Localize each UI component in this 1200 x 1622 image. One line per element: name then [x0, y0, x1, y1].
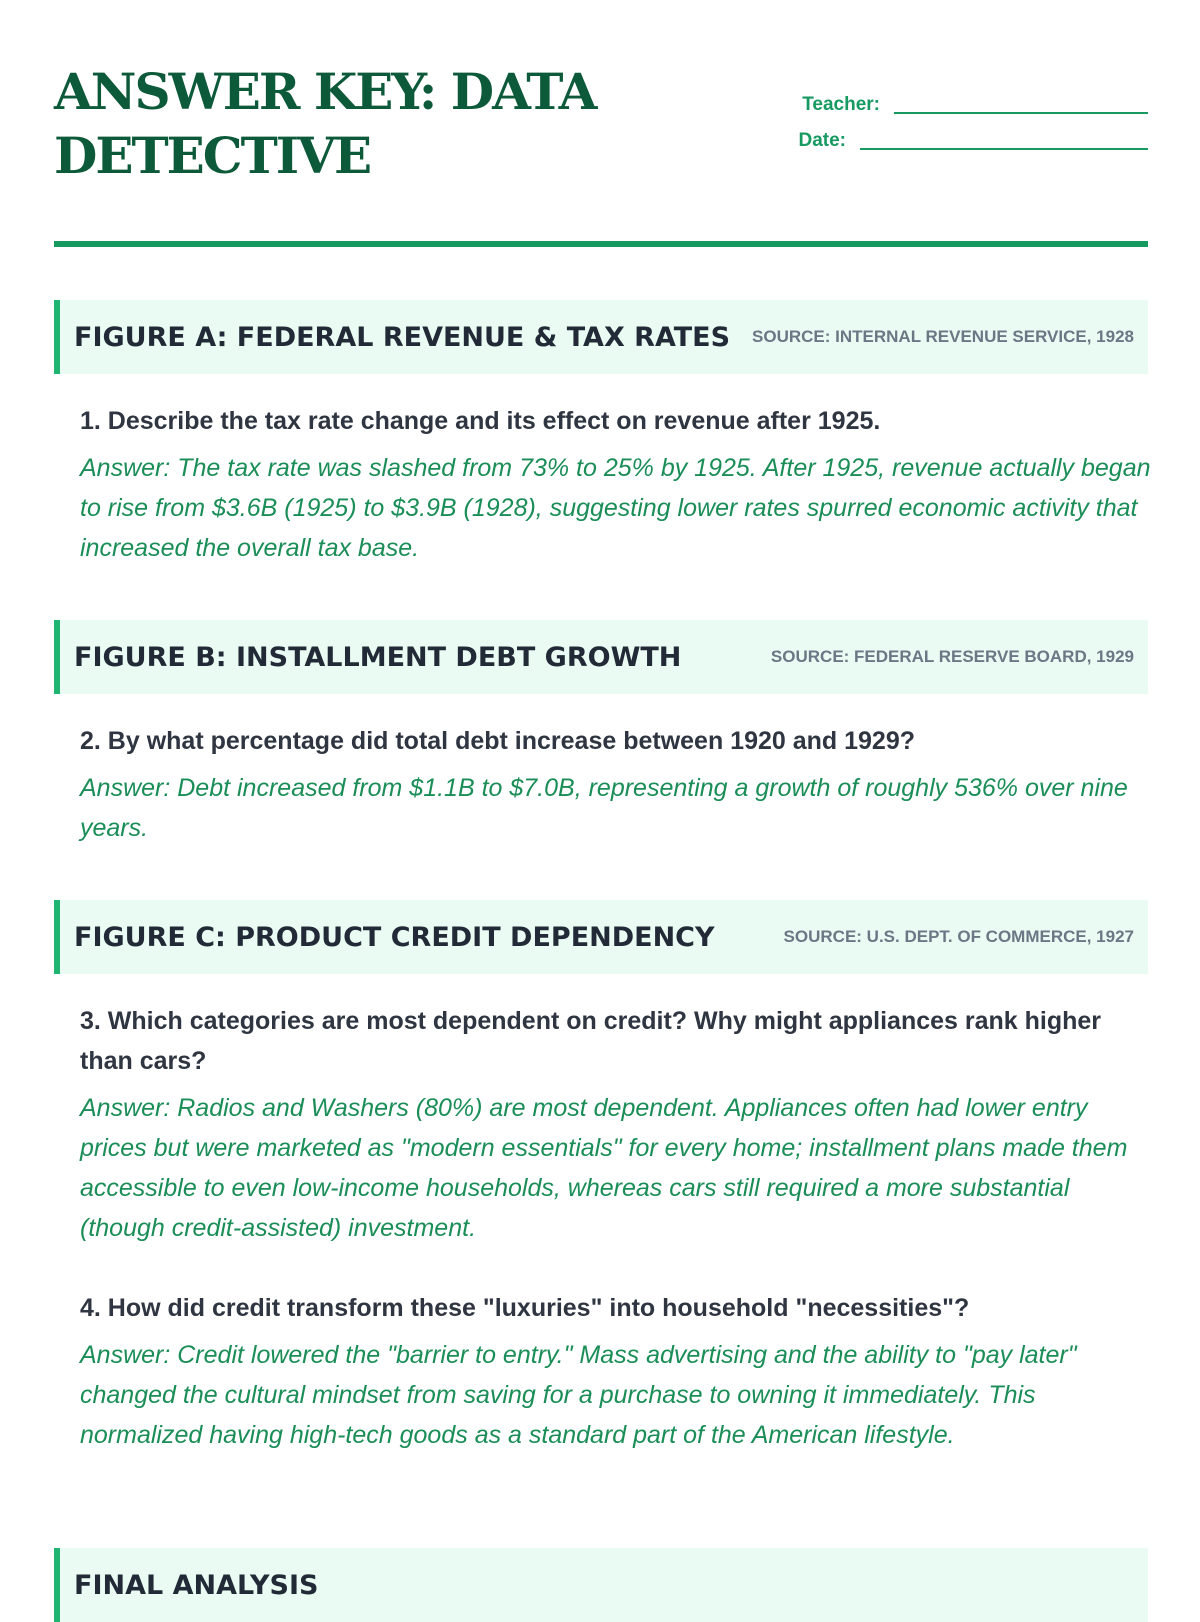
teacher-field: [802, 94, 1148, 116]
figure-c-source: SOURCE: U.S. DEPT. OF COMMERCE, 1927: [783, 927, 1134, 946]
figure-b-source: SOURCE: FEDERAL RESERVE BOARD, 1929: [770, 647, 1134, 666]
question-2: 2. By what percentage did total debt increase between 1920 and 1929?: [80, 727, 916, 755]
figure-a-header: [54, 300, 1148, 374]
final-analysis-title: FINAL ANALYSIS: [74, 1569, 319, 1601]
teacher-blank-line: [894, 112, 1148, 114]
question-1: 1. Describe the tax rate change and its effect on revenue after 1925.: [80, 407, 881, 435]
final-analysis-header: [54, 1548, 1148, 1622]
answer-2: Answer: Debt increased from $1.1B to $7.0B, representing a growth of roughly 536% over nine years.: [80, 774, 1128, 842]
figure-c-title: FIGURE C: PRODUCT CREDIT DEPENDENCY: [74, 921, 715, 953]
page-title: ANSWER KEY: DATA DETECTIVE: [54, 62, 596, 185]
question-4: 4. How did credit transform these "luxuries" into household "necessities"?: [80, 1294, 970, 1322]
answer-3: Answer: Radios and Washers (80%) are most dependent. Appliances often had lower entry prices but were marketed as "modern essentials" for every home; installment plans made them accessible to even low-income households, whereas cars still required a more substantial (though credit-assisted) investment.: [80, 1094, 1128, 1242]
figure-a-source: SOURCE: INTERNAL REVENUE SERVICE, 1928: [752, 327, 1134, 346]
date-field: [798, 130, 1148, 152]
figure-b-title: FIGURE B: INSTALLMENT DEBT GROWTH: [74, 641, 682, 673]
figure-b-header: [54, 620, 1148, 694]
date-blank-line: [860, 148, 1148, 150]
answer-1: Answer: The tax rate was slashed from 73% to 25% by 1925. After 1925, revenue actually began to rise from $3.6B (1925) to $3.9B (1928), suggesting lower rates spurred economic activity that increased the overall tax base.: [80, 454, 1151, 562]
header-divider: [54, 241, 1148, 247]
answer-4: Answer: Credit lowered the "barrier to entry." Mass advertising and the ability to "pay later" changed the cultural mindset from saving for a purchase to owning it immediately. This normalized having high-tech goods as a standard part of the American lifestyle.: [80, 1341, 1077, 1449]
teacher-label: Teacher:: [802, 94, 880, 115]
question-3: 3. Which categories are most dependent on credit? Why might appliances rank higher than cars?: [80, 1007, 1102, 1075]
date-label: Date:: [798, 130, 846, 151]
figure-a-title: FIGURE A: FEDERAL REVENUE & TAX RATES: [74, 321, 731, 353]
figure-c-header: [54, 900, 1148, 974]
